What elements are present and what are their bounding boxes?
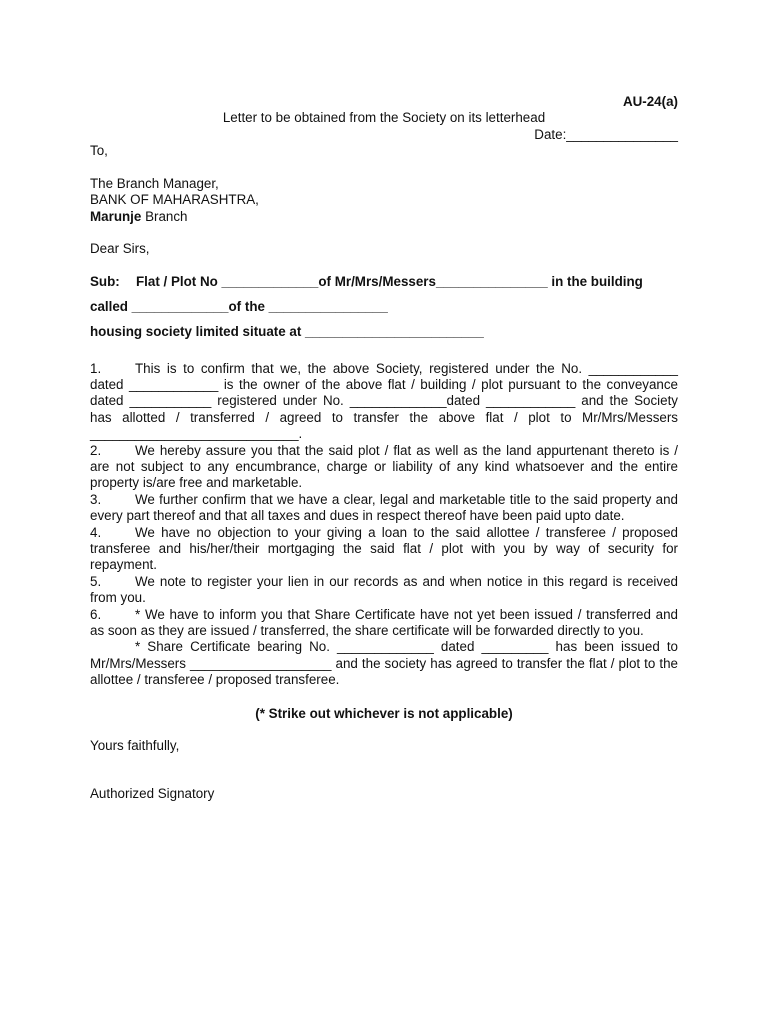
paragraph-number: 5. [90, 573, 102, 589]
paragraph-text: This is to confirm that we, the above Society, registered under the No. ____________ dated ____________ is the owner of the above flat / building / plot pursuant to the conveyance dated ___________ registered under No. _____________dated ____________ and the Society has allotted / transferred / agreed to transfer the above flat / plot to Mr/Mrs/Messers ____________________________. [90, 360, 678, 442]
share-certificate-text: * Share Certificate bearing No. _____________ dated _________ has been issued to Mr/Mrs/Messers ___________________ and the society has agreed to transfer the flat / plot to the allottee / transferee / proposed transferee. [90, 639, 678, 688]
address-line-1: The Branch Manager, [90, 175, 219, 191]
paragraph-text: We note to register your lien in our records as and when notice in this regard is received from you. [90, 573, 678, 606]
salutation: Dear Sirs, [90, 241, 150, 256]
letter-page [90, 93, 678, 803]
address-branch [90, 209, 678, 226]
paragraph-number: 4. [90, 524, 102, 540]
subject-block [90, 274, 678, 340]
branch-name: Marunje [90, 208, 142, 224]
authorized-signatory: Authorized Signatory [90, 786, 215, 802]
paragraph-text: * We have to inform you that Share Certificate have not yet been issued / transferred and as soon as they are issued / transferred, the share certificate will be forwarded directly to you. [90, 606, 678, 638]
closing-line: Yours faithfully, [90, 737, 180, 753]
paragraph-list [90, 361, 678, 689]
branch-suffix: Branch [141, 208, 188, 224]
paragraph-text: We further confirm that we have a clear, legal and marketable title to the said property and every part thereof and that all taxes and dues in respect thereof have been paid upto date. [90, 491, 678, 524]
to-line: To, [90, 143, 108, 158]
paragraph-2 [90, 443, 678, 492]
paragraph-4 [90, 525, 678, 574]
paragraph-3 [90, 492, 678, 525]
paragraph-5 [90, 574, 678, 607]
recipient-address [90, 176, 678, 226]
subject-line-3: housing society limited situate at ________________________ [90, 323, 484, 339]
form-reference: AU-24(a) [622, 94, 678, 109]
subject-line-2: called _____________of the ________________ [90, 298, 388, 314]
paragraph-number: 1. [90, 360, 102, 376]
paragraph-number: 6. [90, 606, 102, 622]
paragraph-text: We hereby assure you that the said plot / flat as well as the land appurtenant thereto is / are not subject to any encumbrance, charge or liability of any kind whatsoever and the entire property is/are free and marketable. [90, 442, 678, 491]
date-field: Date:_______________ [534, 127, 678, 142]
paragraph-number: 3. [90, 491, 102, 507]
address-line-2: BANK OF MAHARASHTRA, [90, 192, 259, 207]
share-certificate-paragraph [90, 639, 678, 688]
strike-out-note: (* Strike out whichever is not applicable) [255, 705, 513, 721]
letter-heading: Letter to be obtained from the Society on its letterhead [222, 110, 546, 125]
paragraph-6 [90, 607, 678, 640]
subject-text-1: Flat / Plot No _____________of Mr/Mrs/Messers_______________ in the building [136, 273, 643, 289]
subject-label: Sub: [90, 273, 120, 289]
paragraph-1 [90, 361, 678, 443]
paragraph-text: We have no objection to your giving a loan to the said allottee / transferee / proposed transferee and his/her/their mortgaging the said flat / plot with you by way of security for repayment. [90, 524, 678, 573]
subject-line-1 [90, 274, 678, 290]
paragraph-number: 2. [90, 442, 102, 458]
